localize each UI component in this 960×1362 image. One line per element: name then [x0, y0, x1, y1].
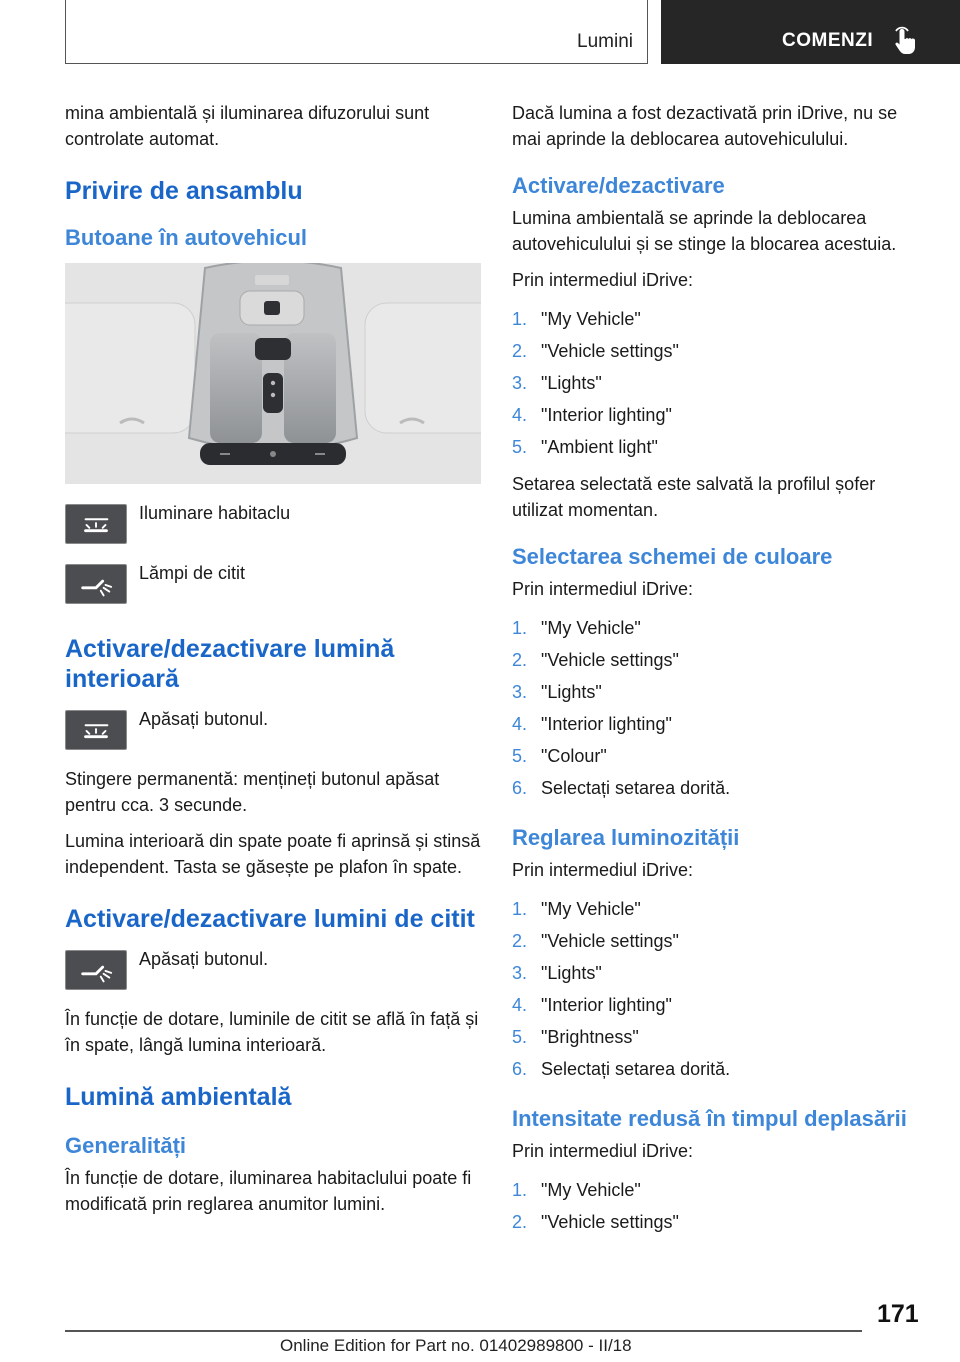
- list-item: 4. "Interior lighting": [512, 995, 672, 1015]
- list-item: 4. "Interior lighting": [512, 405, 672, 425]
- reduced-steps: [512, 1174, 930, 1238]
- chapter-tab-label: COMENZI: [782, 30, 874, 51]
- list-item: 2. "Vehicle settings": [512, 931, 679, 951]
- brightness-via: Prin intermediul iDrive:: [512, 860, 694, 880]
- activate-steps: [512, 303, 930, 463]
- general-heading: Generalități: [65, 1133, 187, 1158]
- activate-after-text: Setarea selectată este salvată la profilul șofer utilizat momentan.: [512, 474, 876, 520]
- list-item: 5. "Colour": [512, 746, 607, 766]
- interior-light-heading: Activare/dezactivare lumină interioară: [65, 635, 395, 693]
- section-tab[interactable]: [65, 0, 648, 64]
- footer-divider: [65, 1330, 862, 1332]
- right-intro-text: Dacă lumina a fost dezactivată prin iDrive, nu se mai aprinde la deblocarea autovehiculului.: [512, 103, 898, 149]
- section-tab-label: Lumini: [577, 31, 633, 52]
- list-item: 3. "Lights": [512, 682, 602, 702]
- list-item: 3. "Lights": [512, 963, 602, 983]
- list-item: 1. "My Vehicle": [512, 899, 641, 919]
- left-column: [65, 100, 485, 1227]
- reading-light-heading: Activare/dezactivare lumini de citit: [65, 905, 475, 933]
- reading-press-text: Apăsați butonul.: [139, 949, 269, 969]
- reading-press-row: [65, 946, 485, 996]
- color-via: Prin intermediul iDrive:: [512, 579, 694, 599]
- list-item: 1. "My Vehicle": [512, 1180, 641, 1200]
- reduced-heading: Intensitate redusă în timpul deplasării: [512, 1106, 907, 1131]
- list-item: 3. "Lights": [512, 373, 602, 393]
- list-item: 2. "Vehicle settings": [512, 1212, 679, 1232]
- edition-text: Online Edition for Part no. 01402989800 - II/18: [280, 1336, 632, 1355]
- list-item: 4. "Interior lighting": [512, 714, 672, 734]
- activate-heading: Activare/dezactivare: [512, 173, 725, 198]
- intro-text: mina ambientală și iluminarea difuzorului sunt controlate automat.: [65, 103, 430, 149]
- activate-via: Prin intermediul iDrive:: [512, 270, 694, 290]
- interior-text-1: Stingere permanentă: mențineți butonul apăsat pentru cca. 3 secunde.: [65, 769, 440, 815]
- list-item: 2. "Vehicle settings": [512, 650, 679, 670]
- brightness-heading: Reglarea luminozității: [512, 825, 740, 850]
- list-item: 5. "Brightness": [512, 1027, 639, 1047]
- list-item: 1. "My Vehicle": [512, 309, 641, 329]
- interior-light-button-row: [65, 500, 485, 550]
- reading-light-icon[interactable]: [65, 564, 127, 604]
- list-item: 6. Selectați setarea dorită.: [512, 1059, 731, 1079]
- page-number: 171: [877, 1300, 919, 1328]
- buttons-heading: Butoane în autovehicul: [65, 225, 308, 250]
- ceiling-console-photo: [65, 263, 481, 484]
- list-item: 2. "Vehicle settings": [512, 341, 679, 361]
- color-steps: [512, 612, 930, 804]
- color-heading: Selectarea schemei de culoare: [512, 544, 833, 569]
- ambient-heading: Lumină ambientală: [65, 1083, 292, 1111]
- right-column: [512, 100, 930, 1246]
- interior-press-row: [65, 706, 485, 756]
- reading-text: În funcție de dotare, luminile de citit se află în față și în spate, lângă lumina interioară.: [65, 1009, 479, 1055]
- reading-light-icon[interactable]: [65, 950, 127, 990]
- list-item: 5. "Ambient light": [512, 437, 658, 457]
- list-item: 6. Selectați setarea dorită.: [512, 778, 731, 798]
- interior-press-text: Apăsați butonul.: [139, 709, 269, 729]
- brightness-steps: [512, 893, 930, 1085]
- activate-text: Lumina ambientală se aprinde la deblocarea autovehiculului și se stinge la blocarea acestuia.: [512, 208, 897, 254]
- list-item: 1. "My Vehicle": [512, 618, 641, 638]
- general-text: În funcție de dotare, iluminarea habitaclului poate fi modificată prin reglarea anumitor lumini.: [65, 1168, 472, 1214]
- reading-light-caption: Lămpi de citit: [139, 563, 246, 583]
- interior-text-2: Lumina interioară din spate poate fi aprinsă și stinsă independent. Tasta se găsește pe plafon în spate.: [65, 831, 481, 877]
- hand-pointer-icon: [892, 26, 922, 56]
- interior-light-icon[interactable]: [65, 710, 127, 750]
- interior-light-caption: Iluminare habitaclu: [139, 503, 291, 523]
- overview-heading: Privire de ansamblu: [65, 177, 303, 205]
- reading-light-button-row: [65, 560, 485, 610]
- reduced-via: Prin intermediul iDrive:: [512, 1141, 694, 1161]
- interior-light-icon[interactable]: [65, 504, 127, 544]
